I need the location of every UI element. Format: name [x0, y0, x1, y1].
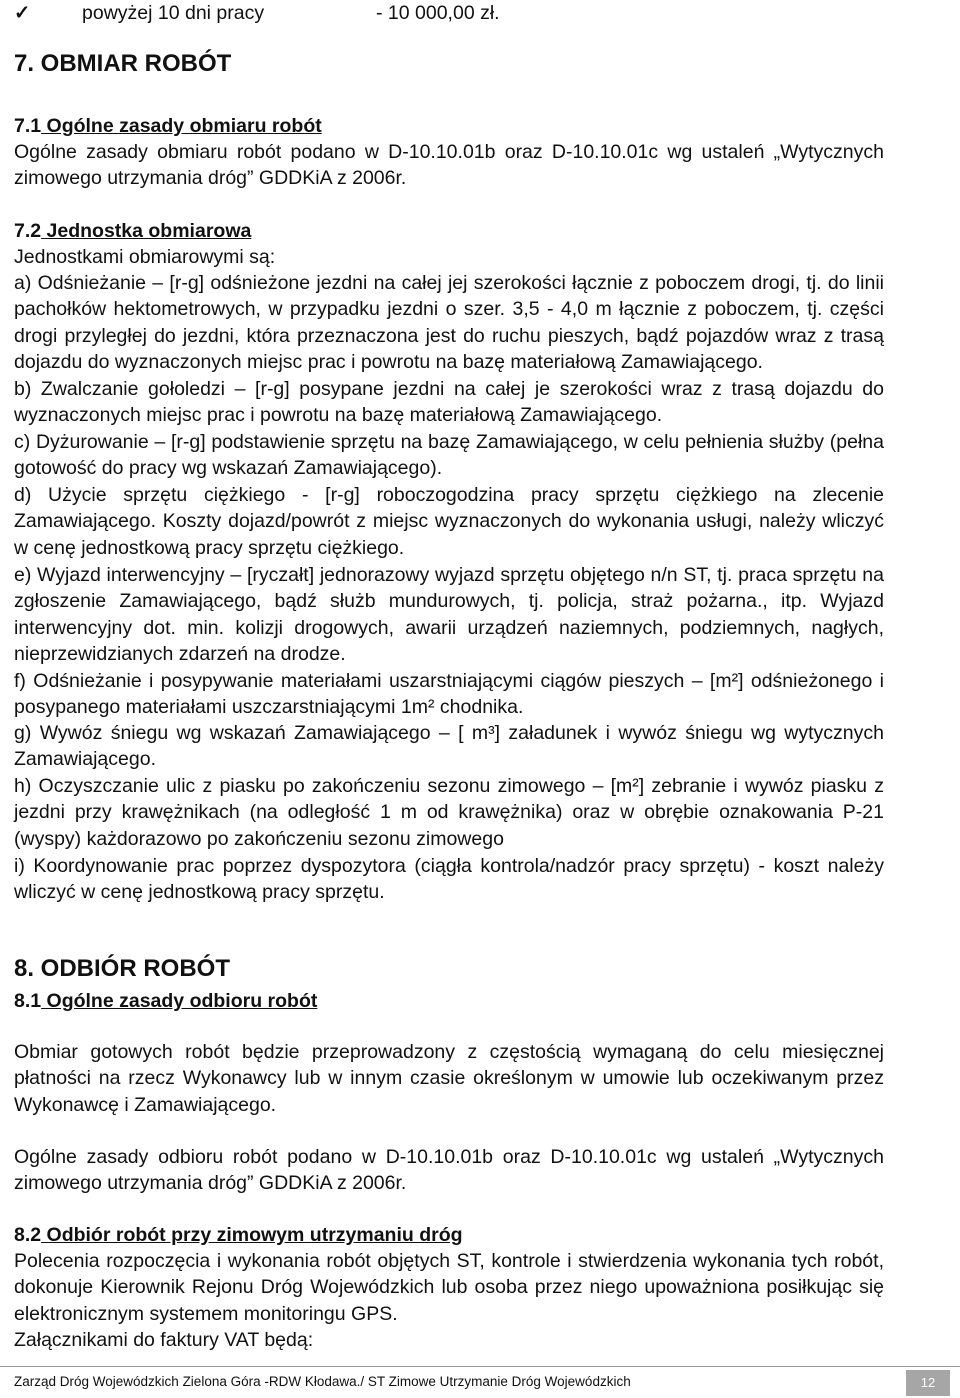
section-8-1-paragraph-1: Obmiar gotowych robót będzie przeprowadzony z częstością wymaganą do celu miesięcznej płatności na rzecz Wykonawcy lub w innym czasie określonym w umowie lub oczekiwanym przez Wykonawcę i Zamawiającego.	[14, 1041, 884, 1116]
item-g: g) Wywóz śniegu wg wskazań Zamawiającego – [ m³] załadunek i wywóz śniegu wg wytycznych Zamawiającego.	[14, 722, 884, 771]
section-8-2-paragraph-2: Załącznikami do faktury VAT będą:	[14, 1329, 314, 1351]
item-h: h) Oczyszczanie ulic z piasku po zakończeniu sezonu zimowego – [m²] zebranie i wywóz piasku z jezdni przy krawężnikach (na odległość 1 m od krawężnika) oraz w obrębie oznakowania P-21 (wyspy) każdorazowo po zakończeniu sezonu zimowego	[14, 775, 884, 850]
item-e: e) Wyjazd interwencyjny – [ryczałt] jednorazowy wyjazd sprzętu objętego n/n ST, tj. praca sprzętu na zgłoszenie Zamawiającego, bądź służb mundurowych, tj. policja, straż pożarna., itp. Wyjazd interwencyjny dot. min. kolizji drogowych, awarii urządzeń naziemnych, podziemnych, nagłych, nieprzewidzianych zdarzeń na drodze.	[14, 564, 884, 665]
item-c: c) Dyżurowanie – [r-g] podstawienie sprzętu na bazę Zamawiającego, w celu pełnienia służby (pełna gotowość do pracy wg wskazań Zamawiającego).	[14, 431, 884, 480]
section-8-2-paragraph-1: Polecenia rozpoczęcia i wykonania robót objętych ST, kontrole i stwierdzenia wykonania tych robót, dokonuje Kierownik Rejonu Dróg Wojewódzkich lub osoba przez niego upoważniona posiłkując się elektronicznym systemem monitoringu GPS.	[14, 1250, 884, 1325]
section-8-2-heading	[14, 1222, 884, 1248]
section-number: 7.1	[14, 115, 42, 137]
item-a: a) Odśnieżanie – [r-g] odśnieżone jezdni na całej jej szerokości łącznie z poboczem drogi, tj. do linii pachołków hektometrowych, w przypadku jezdni o szer. 3,5 - 4,0 m łącznie z poboczem, tj. części drogi przyległej do jezdni, która przeznaczona jest do ruchu pieszych, bądź pojazdów wraz z trasą dojazdu do wyznaczonych miejsc prac i powrotu na bazę materiałową Zamawiającego.	[14, 272, 884, 373]
list-item-label: powyżej 10 dni pracy	[82, 2, 265, 24]
checkmark-icon: ✓	[14, 2, 31, 24]
section-number: 8.1	[14, 990, 42, 1012]
top-list-item	[14, 0, 914, 26]
section-title: Jednostka obmiarowa	[41, 220, 252, 242]
item-d: d) Użycie sprzętu ciężkiego - [r-g] roboczogodzina pracy sprzętu ciężkiego na zlecenie Zamawiającego. Koszty dojazd/powrót z miejsc wyznaczonych do wykonania usługi, należy wliczyć w cenę jednostkową pracy sprzętu ciężkiego.	[14, 484, 884, 559]
section-title: Odbiór robót przy zimowym utrzymaniu dróg	[41, 1224, 463, 1246]
section-7-1-text: Ogólne zasady obmiaru robót podano w D-10.10.01b oraz D-10.10.01c wg ustaleń „Wytycznych zimowego utrzymania dróg” GDDKiA z 2006r.	[14, 141, 884, 190]
section-7-1-heading	[14, 113, 884, 139]
item-b: b) Zwalczanie gołoledzi – [r-g] posypane jezdni na całej je szerokości wraz z trasą dojazdu do wyznaczonych miejsc prac i powrotu na bazę materiałową Zamawiającego.	[14, 378, 884, 427]
section-8-heading: 8. ODBIÓR ROBÓT	[14, 955, 231, 982]
section-7-2-heading	[14, 218, 884, 244]
section-number: 7.2	[14, 220, 42, 242]
list-item-value: - 10 000,00 zł.	[376, 2, 500, 24]
section-number: 8.2	[14, 1224, 42, 1246]
item-f: f) Odśnieżanie i posypywanie materiałami uszarstniającymi ciągów pieszych – [m²] odśnieżonego i posypanego materiałami uszczarstniającymi 1m² chodnika.	[14, 670, 884, 719]
page-number: 12	[906, 1370, 950, 1396]
item-i: i) Koordynowanie prac poprzez dyspozytora (ciągła kontrola/nadzór pracy sprzętu) - koszt należy wliczyć w cenę jednostkową pracy sprzętu.	[14, 855, 884, 904]
page-footer	[0, 1366, 960, 1398]
section-8-1-heading	[14, 988, 884, 1014]
footer-text: Zarząd Dróg Wojewódzkich Zielona Góra -RDW Kłodawa./ ST Zimowe Utrzymanie Dróg Wojewódzkich	[14, 1374, 631, 1389]
section-8-1-paragraph-2: Ogólne zasady odbioru robót podano w D-10.10.01b oraz D-10.10.01c wg ustaleń „Wytycznych zimowego utrzymania dróg” GDDKiA z 2006r.	[14, 1146, 884, 1195]
section-7-heading: 7. OBMIAR ROBÓT	[14, 50, 232, 77]
section-title: Ogólne zasady obmiaru robót	[41, 115, 322, 137]
section-7-2-intro: Jednostkami obmiarowymi są:	[14, 246, 276, 268]
section-title: Ogólne zasady odbioru robót	[41, 990, 318, 1012]
